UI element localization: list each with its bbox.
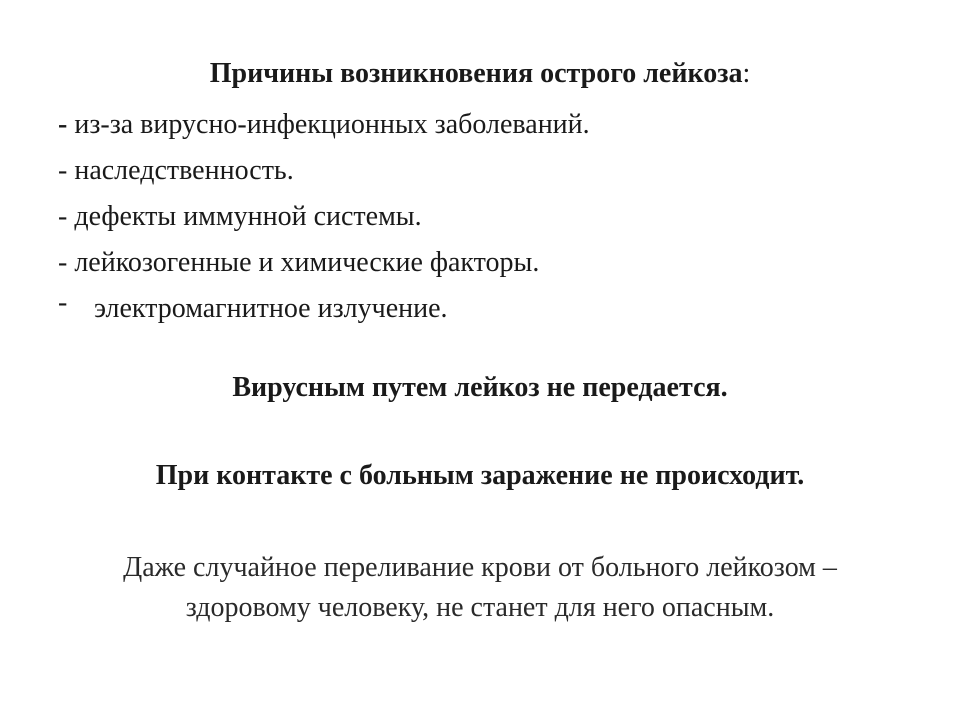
note-line: здоровому человеку, не станет для него опасным. — [185, 592, 775, 623]
list-item — [58, 194, 918, 240]
list-item — [58, 102, 918, 148]
list-item-text: электромагнитное излучение. — [94, 293, 448, 324]
statement-not-viral: Вирусным путем лейкоз не передается. — [232, 372, 728, 403]
note-line: Даже случайное переливание крови от больного лейкозом – — [123, 552, 837, 583]
list-item-text: из-за вирусно-инфекционных заболеваний. — [67, 109, 590, 140]
list-dash: - — [58, 109, 68, 140]
heading-colon: : — [742, 58, 751, 89]
list-dash: - — [58, 201, 68, 232]
slide-heading — [0, 56, 960, 92]
list-item — [58, 148, 918, 194]
transfusion-note — [0, 548, 960, 628]
list-item-text: лейкозогенные и химические факторы. — [67, 247, 540, 278]
list-item-text: наследственность. — [67, 155, 294, 186]
list-dash: - — [58, 247, 68, 278]
list-item — [58, 240, 918, 286]
heading-text: Причины возникновения острого лейкоза — [209, 58, 743, 89]
list-dash: - — [58, 287, 68, 318]
list-dash: - — [58, 155, 68, 186]
causes-list — [58, 102, 918, 332]
list-item — [58, 286, 918, 332]
list-item-text: дефекты иммунной системы. — [67, 201, 422, 232]
statement-no-contact-infection: При контакте с больным заражение не происходит. — [155, 460, 805, 491]
